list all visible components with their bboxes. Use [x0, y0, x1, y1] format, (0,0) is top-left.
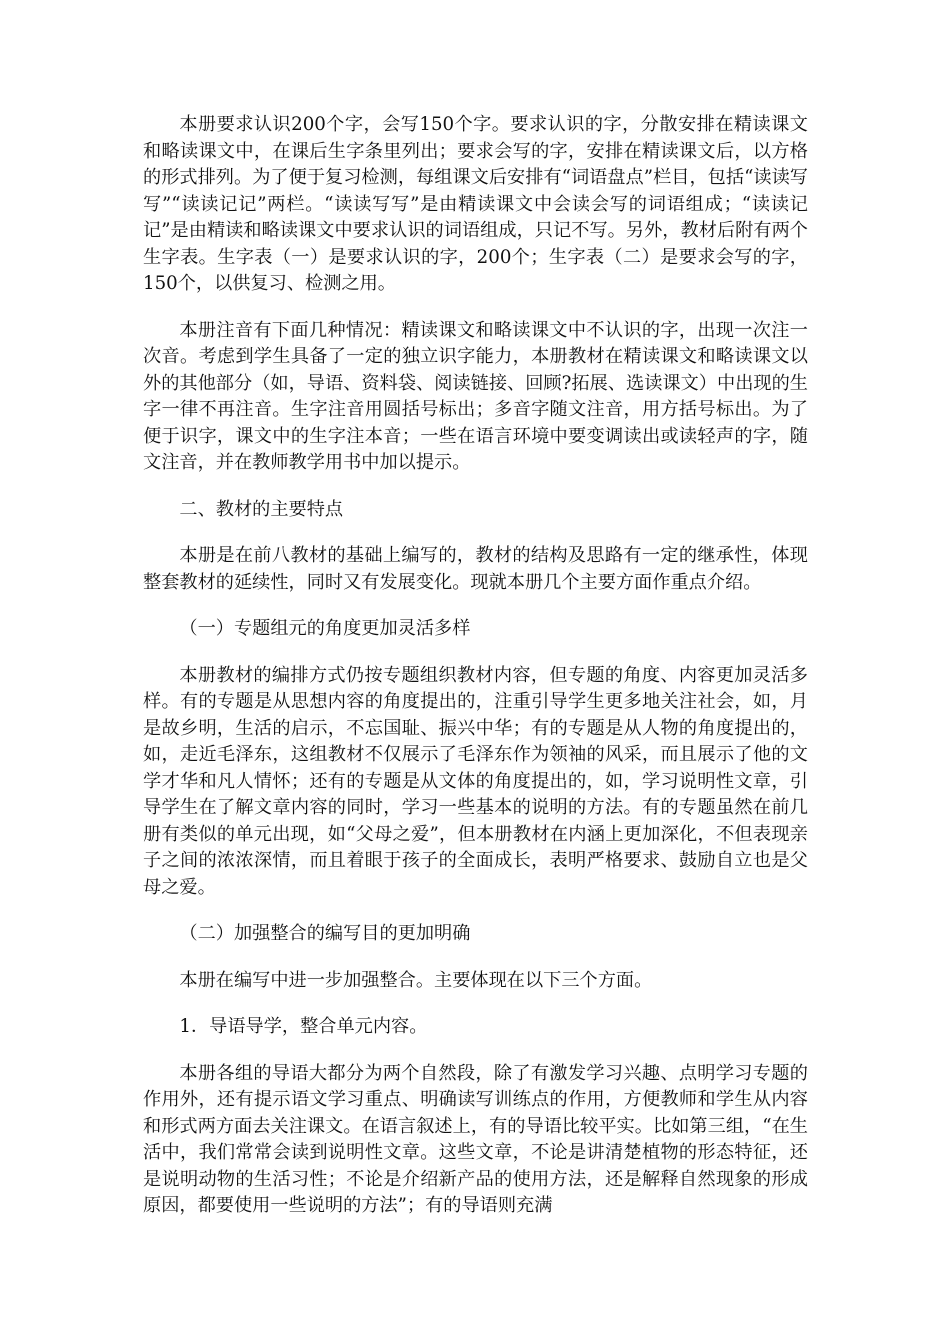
- subheading-integration: （二）加强整合的编写目的更加明确: [179, 923, 471, 944]
- paragraph-thematic-units: 本册教材的编排方式仍按专题组织教材内容，但专题的角度、内容更加灵活多样。有的专题是从思想内容的角度提出的，注重引导学生更多地关注社会，如，月是故乡明，生活的启示，不忘国耻、振兴中华；有的专题是从人物的角度提出的，如，走近毛泽东，这组教材不仅展示了毛泽东作为领袖的风采，而且展示了他的文学才华和凡人情怀；还有的专题是从文体的角度提出的，如，学习说明性文章，引导学生在了解文章内容的同时，学习一些基本的说明的方法。有的专题虽然在前几册有类似的单元出现，如“父母之爱”，但本册教材在内涵上更加深化，不但表现亲子之间的浓浓深情，而且着眼于孩子的全面成长，表明严格要求、鼓励自立也是父母之爱。: [143, 664, 808, 898]
- paragraph-literacy-requirements: 本册要求认识200个字，会写150个字。要求认识的字，分散安排在精读课文和略读课文中，在课后生字条里列出；要求会写的字，安排在精读课文后，以方格的形式排列。为了便于复习检测，每组课文后安排有“词语盘点”栏目，包括“读读写写”“读读记记”两栏。“读读写写”是由精读课文中会读会写的词语组成；“读读记记”是由精读和略读课文中要求认识的词语组成，只记不写。另外，教材后附有两个生字表。生字表（一）是要求认识的字，200个；生字表（二）是要求会写的字，150个，以供复习、检测之用。: [143, 114, 808, 294]
- subheading-guide-language: 1．导语导学，整合单元内容。: [179, 1016, 428, 1037]
- paragraph-features-intro: 本册是在前八教材的基础上编写的，教材的结构及思路有一定的继承性，体现整套教材的延续性，同时又有发展变化。现就本册几个主要方面作重点介绍。: [143, 545, 808, 593]
- paragraph-phonetic-notation: 本册注音有下面几种情况：精读课文和略读课文中不认识的字，出现一次注一次音。考虑到学生具备了一定的独立识字能力，本册教材在精读课文和略读课文以外的其他部分（如，导语、资料袋、阅读链接、回顾?拓展、选读课文）中出现的生字一律不再注音。生字注音用圆括号标出；多音字随文注音，用方括号标出。为了便于识字，课文中的生字注本音；一些在语言环境中要变调读出或读轻声的字，随文注音，并在教师教学用书中加以提示。: [143, 319, 808, 473]
- section-heading-main-features: 二、教材的主要特点: [179, 498, 344, 520]
- paragraph-guide-language: 本册各组的导语大都分为两个自然段，除了有激发学习兴趣、点明学习专题的作用外，还有提示语文学习重点、明确读写训练点的作用，方便教师和学生从内容和形式两方面去关注课文。在语言叙述上，有的导语比较平实。比如第三组，“在生活中，我们常常会读到说明性文章。这些文章，不论是讲清楚植物的形态特征，还是说明动物的生活习性；不论是介绍新产品的使用方法，还是解释自然现象的形成原因，都要使用一些说明的方法”；有的导语则充满: [143, 1062, 808, 1216]
- paragraph-integration-intro: 本册在编写中进一步加强整合。主要体现在以下三个方面。: [179, 969, 653, 991]
- document-page: [143, 112, 808, 1240]
- subheading-thematic-units: （一）专题组元的角度更加灵活多样: [179, 618, 471, 639]
